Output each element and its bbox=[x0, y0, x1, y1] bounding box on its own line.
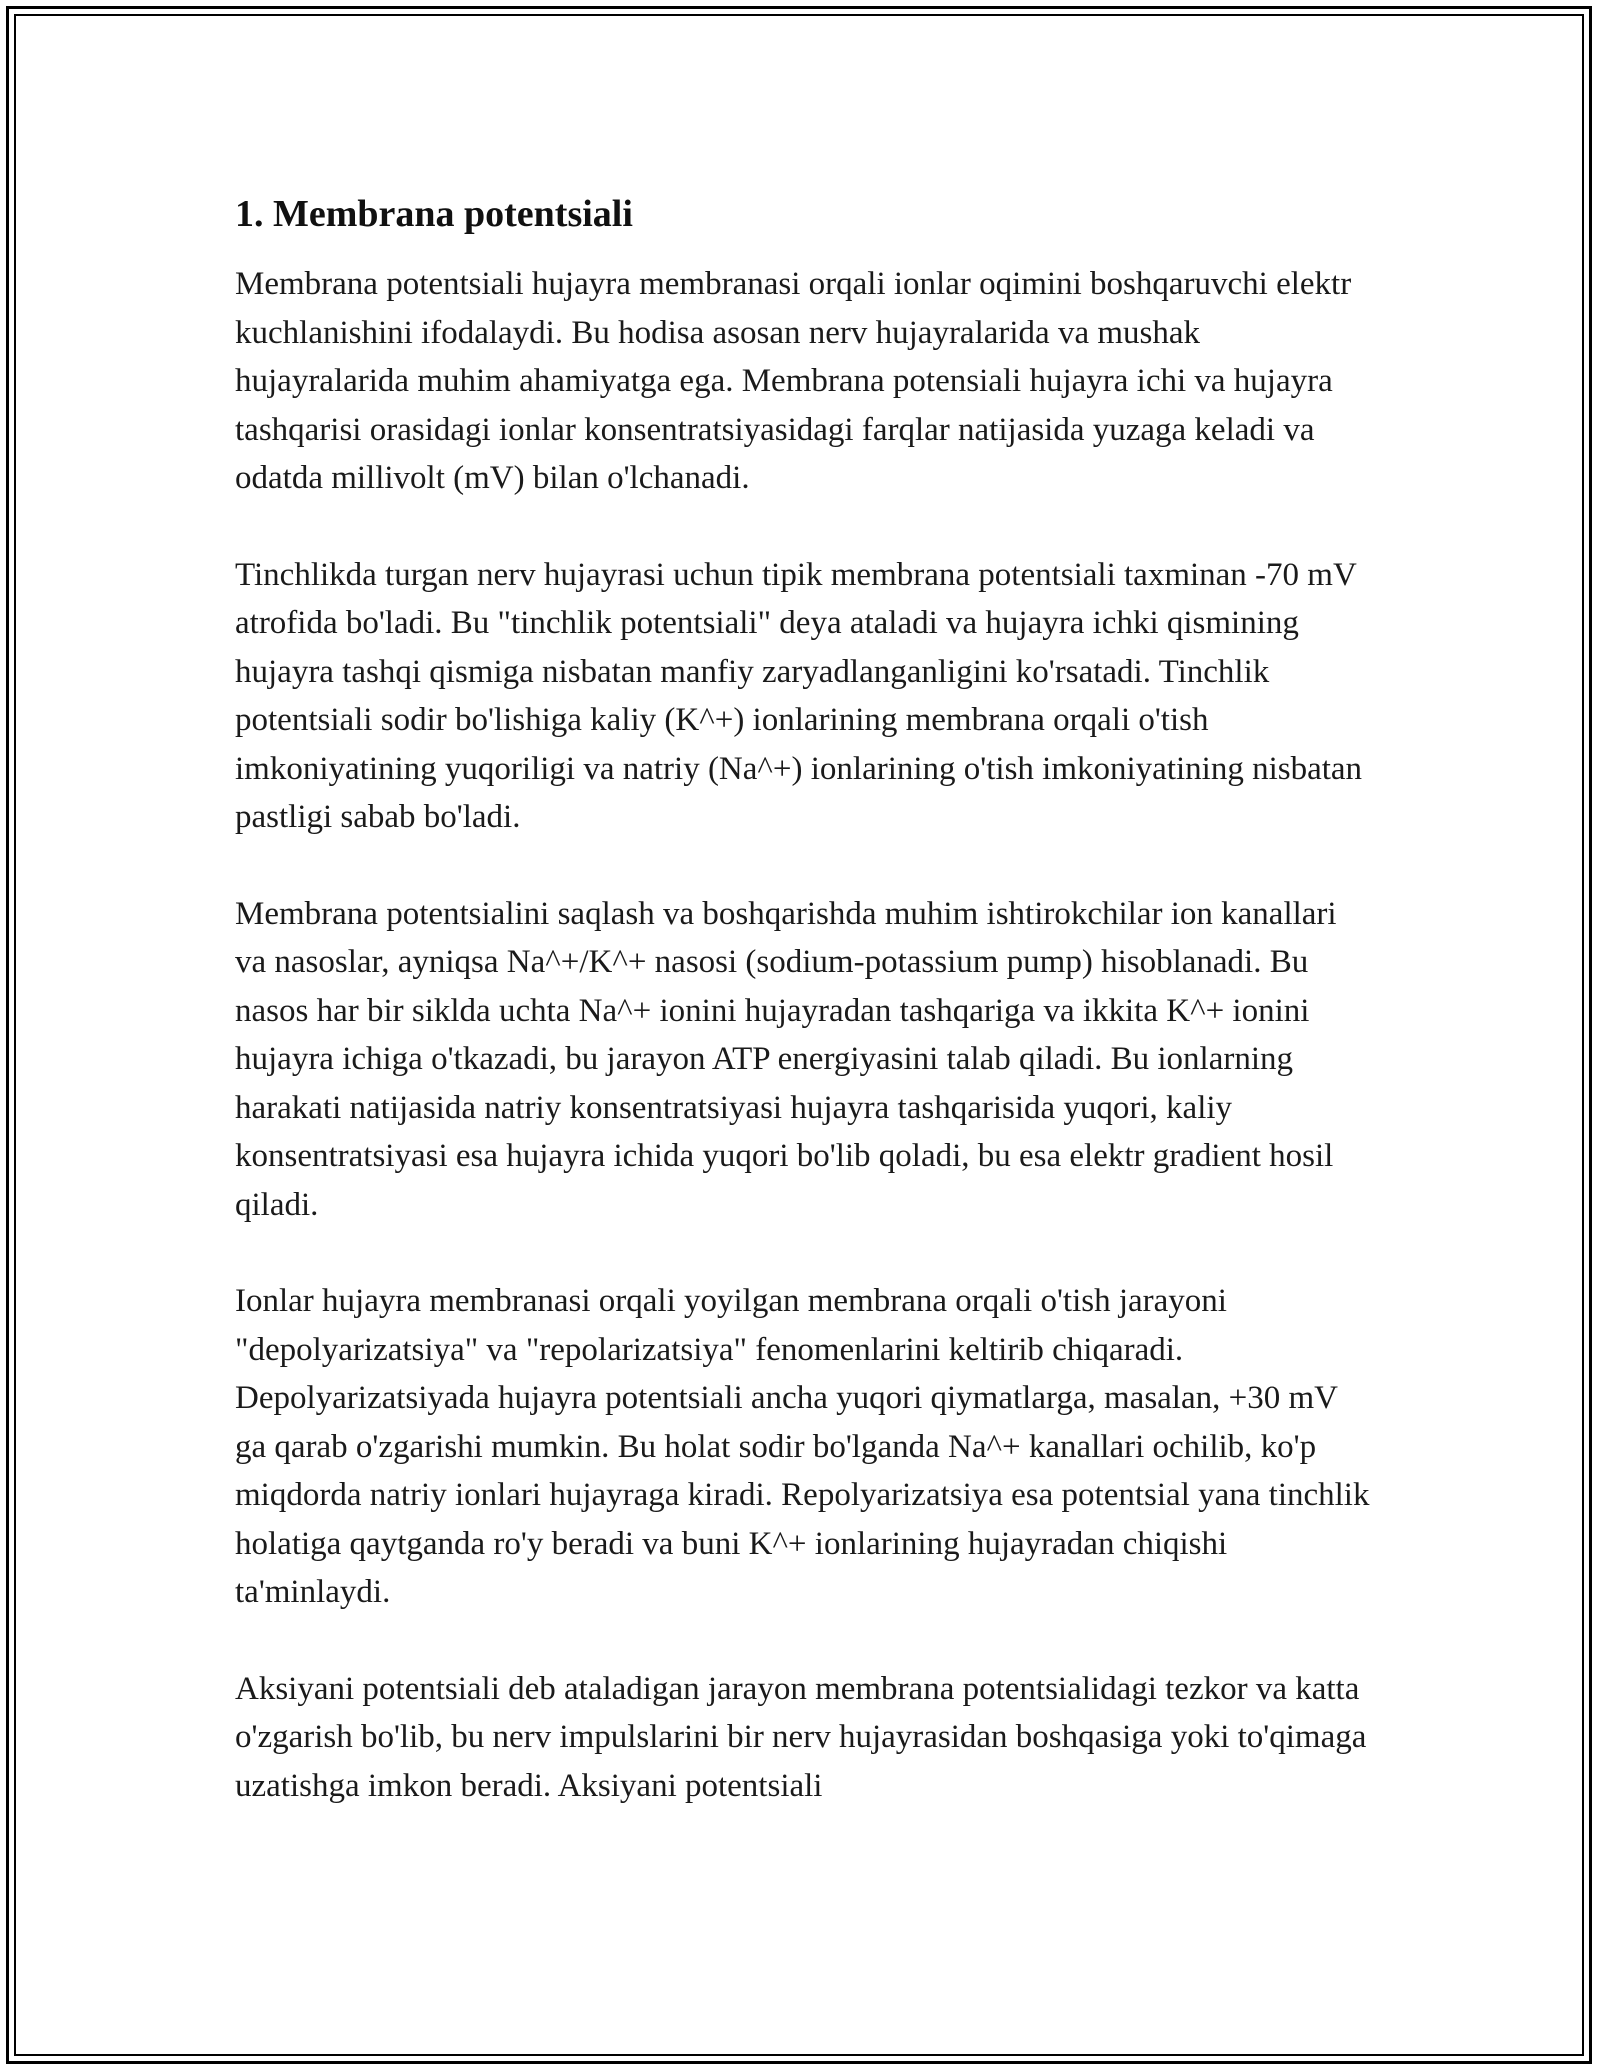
paragraph-1: Membrana potentsiali hujayra membranasi orqali ionlar oqimini boshqaruvchi elektr kuchlanishini ifodalaydi. Bu hodisa asosan nerv hujayralarida va mushak hujayralarida muhim ahamiyatga ega. Membrana potensiali hujayra ichi va hujayra tashqarisi orasidagi ionlar konsentratsiyasidagi farqlar natijasida yuzaga keladi va odatda millivolt (mV) bilan o'lchanadi. bbox=[235, 266, 1352, 496]
paragraph-2: Tinchlikda turgan nerv hujayrasi uchun tipik membrana potentsiali taxminan -70 mV atrofida bo'ladi. Bu "tinchlik potentsiali" deya ataladi va hujayra ichki qismining hujayra tashqi qismiga nisbatan manfiy zaryadlanganligini ko'rsatadi. Tinchlik potentsiali sodir bo'lishiga kaliy (K^+) ionlarining membrana orqali o'tish imkoniyatining yuqoriligi va natriy (Na^+) ionlarining o'tish imkoniyatining nisbatan pastligi sabab bo'ladi. bbox=[235, 556, 1363, 835]
document-body bbox=[235, 190, 1375, 1858]
paragraph-3: Membrana potentsialini saqlash va boshqarishda muhim ishtirokchilar ion kanallari va nasoslar, ayniqsa Na^+/K^+ nasosi (sodium-potassium pump) hisoblanadi. Bu nasos har bir siklda uchta Na^+ ionini hujayradan tashqariga va ikkita K^+ ionini hujayra ichiga o'tkazadi, bu jarayon ATP energiyasini talab qiladi. Bu ionlarning harakati natijasida natriy konsentratsiyasi hujayra tashqarisida yuqori, kaliy konsentratsiyasi esa hujayra ichida yuqori bo'lib qoladi, bu esa elektr gradient hosil qiladi. bbox=[235, 895, 1337, 1223]
paragraph-5: Aksiyani potentsiali deb ataladigan jarayon membrana potentsialidagi tezkor va katta o'zgarish bo'lib, bu nerv impulslarini bir nerv hujayrasidan boshqasiga yoki to'qimaga uzatishga imkon beradi. Aksiyani potentsiali bbox=[235, 1670, 1367, 1804]
paragraph-4: Ionlar hujayra membranasi orqali yoyilgan membrana orqali o'tish jarayoni "depolyarizatsiya" va "repolarizatsiya" fenomenlarini keltirib chiqaradi. Depolyarizatsiyada hujayra potentsiali ancha yuqori qiymatlarga, masalan, +30 mV ga qarab o'zgarishi mumkin. Bu holat sodir bo'lganda Na^+ kanallari ochilib, ko'p miqdorda natriy ionlari hujayraga kiradi. Repolyarizatsiya esa potentsial yana tinchlik holatiga qaytganda ro'y beradi va buni K^+ ionlarining hujayradan chiqishi ta'minlaydi. bbox=[235, 1283, 1370, 1610]
section-heading: 1. Membrana potentsiali bbox=[235, 193, 633, 235]
